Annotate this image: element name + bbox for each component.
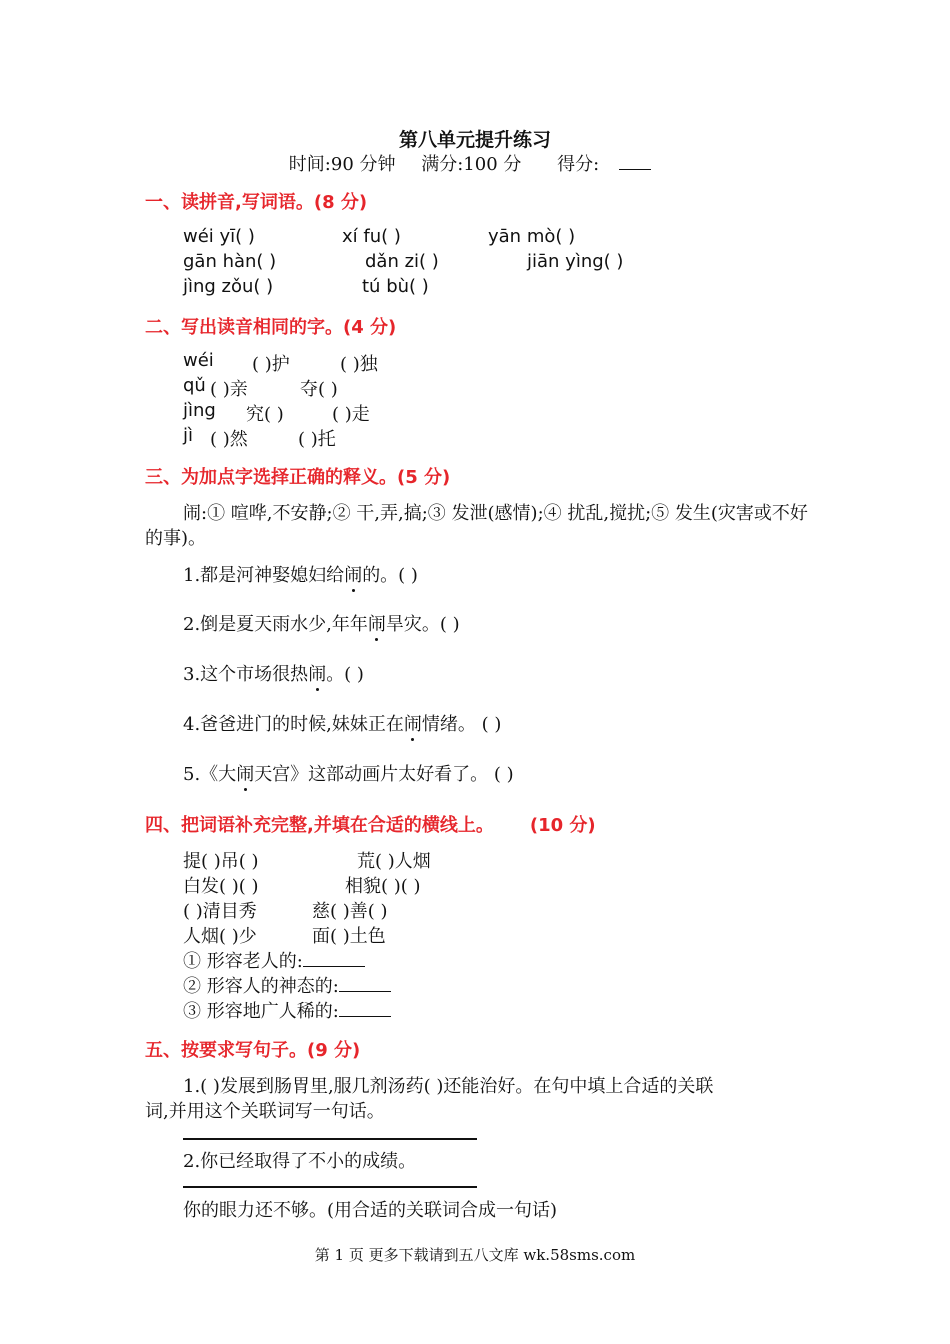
s4-word[interactable]: 人烟( )少 [183,926,257,947]
s2-blank[interactable]: ( )独 [340,354,378,375]
exam-meta [0,150,950,176]
s1-item[interactable]: jiān yìng( ) [527,251,624,272]
s2-pinyin: wéi [183,350,214,371]
section-4-heading: 四、把词语补充完整,并填在合适的横线上。 (10 分) [145,815,596,836]
s2-pinyin: jì [183,425,194,446]
score-blank [619,169,651,170]
section-3-heading: 三、为加点字选择正确的释义。(5 分) [145,467,451,488]
s2-blank[interactable]: 夺( ) [300,379,338,400]
s5-q1: 词,并用这个关联词写一句话。 [145,1101,385,1122]
s1-item[interactable]: xí fu( ) [342,226,401,247]
section-5-heading: 五、按要求写句子。(9 分) [145,1040,361,1061]
s4-word[interactable]: ( )清目秀 [183,901,257,922]
s3-question[interactable]: 4.爸爸进门的时候,妹妹正在闹情绪。 ( ) [183,710,501,736]
fill-line[interactable]: ① 形容老人的: [183,947,365,973]
s2-blank[interactable]: ( )托 [298,429,336,450]
dotted-char: 闹 [404,710,422,736]
page-footer: 第 1 页 更多下载请到五八文库 wk.58sms.com [314,1246,636,1264]
s1-item[interactable]: tú bù( ) [362,276,429,297]
s3-question[interactable]: 5.《大闹天宫》这部动画片太好看了。 ( ) [183,760,514,786]
s4-word[interactable]: 荒( )人烟 [357,851,431,872]
s4-word[interactable]: 相貌( )( ) [345,876,421,897]
s4-word[interactable]: 面( )土色 [312,926,386,947]
s2-blank[interactable]: ( )护 [252,354,290,375]
s2-blank[interactable]: 究( ) [246,404,284,425]
score-label: 得分: [557,154,600,175]
dotted-char: 闹 [368,610,386,636]
s2-blank[interactable]: ( )然 [210,429,248,450]
time-label: 时间:90 分钟 [288,154,396,175]
definition-text: 闹:① 喧哗,不安静;② 干,弄,搞;③ 发泄(感情);④ 扰乱,搅扰;⑤ 发生(灾害或不好 [183,503,808,524]
s3-question[interactable]: 3.这个市场很热闹。( ) [183,660,364,686]
s5-q2: 你的眼力还不够。(用合适的关联词合成一句话) [183,1200,558,1221]
section-2-heading: 二、写出读音相同的字。(4 分) [145,317,397,338]
s3-question[interactable]: 1.都是河神娶媳妇给闹的。( ) [183,561,418,587]
dotted-char: 闹 [344,561,362,587]
s2-pinyin: jìng [183,400,216,421]
s4-word[interactable]: 慈( )善( ) [312,901,388,922]
score-field[interactable] [547,154,661,175]
s2-blank[interactable]: ( )亲 [210,379,248,400]
s5-q2: 2.你已经取得了不小的成绩。 [183,1151,417,1172]
full-score-label: 满分:100 分 [421,154,522,175]
dotted-char: 闹 [308,660,326,686]
definition-text: 的事)。 [145,528,207,549]
s2-blank[interactable]: ( )走 [332,404,370,425]
fill-line[interactable]: ② 形容人的神态的: [183,972,391,998]
s4-word[interactable]: 白发( )( ) [183,876,259,897]
s1-item[interactable]: wéi yī( ) [183,226,255,247]
s1-item[interactable]: yān mò( ) [488,226,576,247]
fill-line[interactable]: ③ 形容地广人稀的: [183,997,391,1023]
s1-item[interactable]: gān hàn( ) [183,251,277,272]
s5-q1: 1.( )发展到肠胃里,服几剂汤药( )还能治好。在句中填上合适的关联 [183,1076,714,1097]
s1-item[interactable]: dǎn zi( ) [365,251,439,272]
s1-item[interactable]: jìng zǒu( ) [183,276,274,297]
page-title: 第八单元提升练习 [398,129,551,151]
answer-line[interactable] [183,1186,477,1188]
s3-question[interactable]: 2.倒是夏天雨水少,年年闹旱灾。( ) [183,610,460,636]
dotted-char: 闹 [236,760,254,786]
answer-line[interactable] [183,1138,477,1140]
section-1-heading: 一、读拼音,写词语。(8 分) [145,192,368,213]
s2-pinyin: qǔ [183,375,206,396]
s4-word[interactable]: 提( )吊( ) [183,851,259,872]
